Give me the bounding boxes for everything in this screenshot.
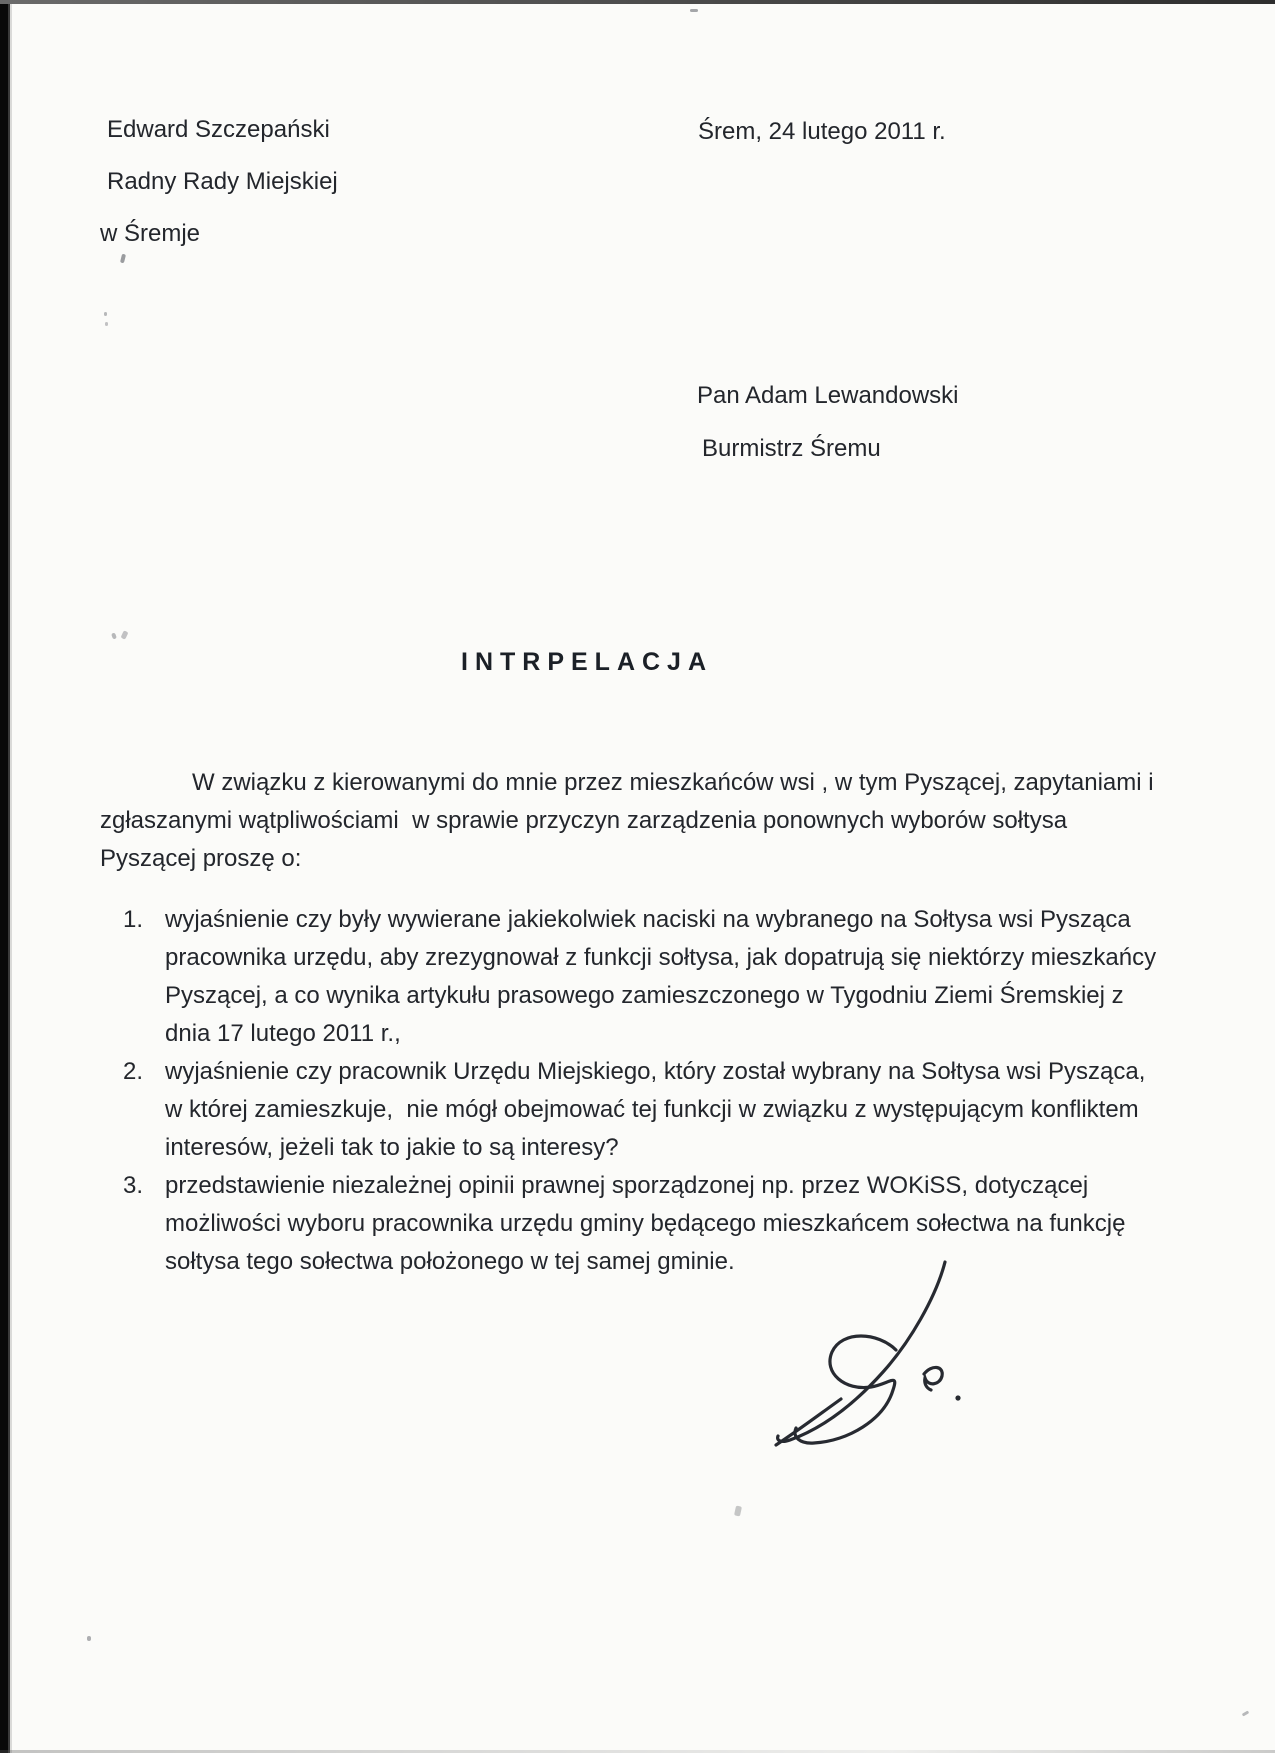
scan-artifact (1242, 1710, 1250, 1716)
list-item-text: wyjaśnienie czy były wywierane jakiekolwiek naciski na wybranego na Sołtysa wsi Pysząca pracownika urzędu, aby zrezygnował z funkcji sołtysa, jak dopatrują się niektórzy mieszkańcy Pyszącej, a co wynika artykułu prasowego zamieszczonego w Tygodniu Ziemi Śremskiej z dnia 17 lutego 2011 r., (165, 906, 1163, 1047)
handwritten-signature (748, 1252, 970, 1457)
intro-paragraph: W związku z kierowanymi do mnie przez mieszkańców wsi , w tym Pyszącej, zapytaniami i zgłaszanymi wątpliwościami w sprawie przyczyn zarządzenia ponownych wyborów sołtysa Pyszącej proszę o: (100, 769, 1161, 872)
list-item-number: 1. (123, 906, 144, 933)
list-item (123, 1167, 1165, 1281)
scan-artifact (104, 312, 107, 316)
list-item-text: przedstawienie niezależnej opinii prawnej sporządzonej np. przez WOKiSS, dotyczącej możliwości wyboru pracownika urzędu gminy będącego mieszkańcem sołectwa na funkcję sołtysa tego sołectwa położonego w tej samej gminie. (165, 1172, 1133, 1275)
list-item (123, 901, 1165, 1053)
document-title: INTRPELACJA (461, 648, 714, 676)
sender-location: w Śremje (100, 220, 201, 247)
list-item (123, 1053, 1165, 1167)
list-item-number: 2. (123, 1058, 144, 1085)
sender-role: Radny Rady Miejskiej (107, 168, 338, 195)
recipient-name: Pan Adam Lewandowski (697, 382, 959, 409)
signature-stroke (795, 1336, 896, 1443)
scan-edge-top (0, 0, 1275, 4)
dateline: Śrem, 24 lutego 2011 r. (698, 118, 946, 145)
sender-name: Edward Szczepański (107, 116, 330, 143)
signature-dot (955, 1395, 960, 1400)
list-item-text: wyjaśnienie czy pracownik Urzędu Miejskiego, który został wybrany na Sołtysa wsi Pysząca, w której zamieszkuje, nie mógł obejmować tej funkcji w związku z występującym konfliktem interesów, jeżeli tak to jakie to są interesy? (165, 1058, 1153, 1161)
scan-artifact (120, 254, 126, 264)
scan-artifact (690, 9, 698, 12)
signature-stroke (924, 1367, 942, 1390)
scan-artifact (121, 630, 129, 639)
scan-edge-left (0, 0, 12, 1753)
signature-stroke (776, 1399, 841, 1445)
recipient-role: Burmistrz Śremu (702, 435, 881, 462)
scan-artifact (105, 322, 108, 326)
signature-stroke (778, 1262, 945, 1441)
scan-artifact (111, 632, 117, 639)
list-item-number: 3. (123, 1172, 144, 1199)
scan-artifact (734, 1505, 742, 1516)
request-list (123, 901, 1165, 1281)
scan-artifact (87, 1636, 91, 1641)
